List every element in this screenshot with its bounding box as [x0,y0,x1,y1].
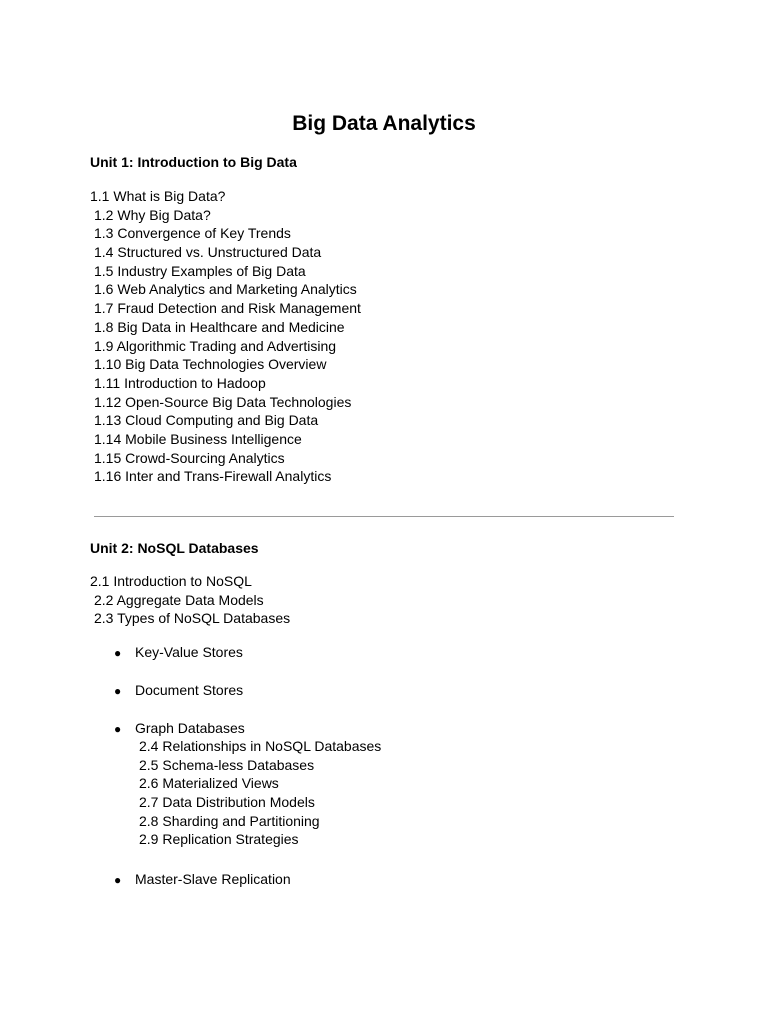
bullet-label: Master-Slave Replication [135,871,291,887]
unit2-heading: Unit 2: NoSQL Databases [90,540,259,556]
subtopic-item: 2.7 Data Distribution Models [139,794,315,811]
subtopic-item: 2.4 Relationships in NoSQL Databases [139,738,382,754]
topic-item: 1.11 Introduction to Hadoop [94,374,266,391]
bullet-item [114,870,291,890]
subtopic-item: 2.6 Materialized Views [139,775,279,792]
graph-db-subtopic-list [139,737,381,849]
bullet-icon: ● [114,722,122,736]
topic-item: 2.2 Aggregate Data Models [94,591,264,608]
bullet-label: Document Stores [135,682,244,698]
topic-item: 1.16 Inter and Trans-Firewall Analytics [94,468,332,485]
topic-item: 1.14 Mobile Business Intelligence [94,430,302,447]
subtopic-item: 2.8 Sharding and Partitioning [139,812,320,829]
topic-item: 1.3 Convergence of Key Trends [94,225,291,242]
bullet-item [114,681,243,701]
topic-item: 1.5 Industry Examples of Big Data [94,262,306,279]
bullet-label: Key-Value Stores [135,644,243,660]
unit1-topic-list [90,187,361,486]
topic-item: 2.1 Introduction to NoSQL [90,573,252,589]
topic-item: 1.12 Open-Source Big Data Technologies [94,393,352,410]
bullet-icon: ● [114,684,122,698]
unit1-heading: Unit 1: Introduction to Big Data [90,154,297,170]
subtopic-item: 2.5 Schema-less Databases [139,756,315,773]
topic-item: 1.10 Big Data Technologies Overview [94,356,327,373]
section-divider [94,516,674,517]
bullet-item [114,643,243,663]
unit2-topic-list [90,572,290,628]
topic-item: 1.1 What is Big Data? [90,188,226,204]
subtopic-item: 2.9 Replication Strategies [139,831,299,848]
topic-item: 1.8 Big Data in Healthcare and Medicine [94,318,345,335]
topic-item: 1.9 Algorithmic Trading and Advertising [94,337,337,354]
bullet-label: Graph Databases [135,720,245,736]
bullet-item [114,719,245,739]
topic-item: 1.4 Structured vs. Unstructured Data [94,244,322,261]
topic-item: 1.2 Why Big Data? [94,206,211,223]
topic-item: 1.6 Web Analytics and Marketing Analytics [94,281,357,298]
bullet-icon: ● [114,646,122,660]
topic-item: 2.3 Types of NoSQL Databases [94,610,291,627]
topic-item: 1.15 Crowd-Sourcing Analytics [94,449,285,466]
topic-item: 1.13 Cloud Computing and Big Data [94,412,319,429]
document-title: Big Data Analytics [292,112,476,135]
topic-item: 1.7 Fraud Detection and Risk Management [94,300,361,317]
bullet-icon: ● [114,873,122,887]
